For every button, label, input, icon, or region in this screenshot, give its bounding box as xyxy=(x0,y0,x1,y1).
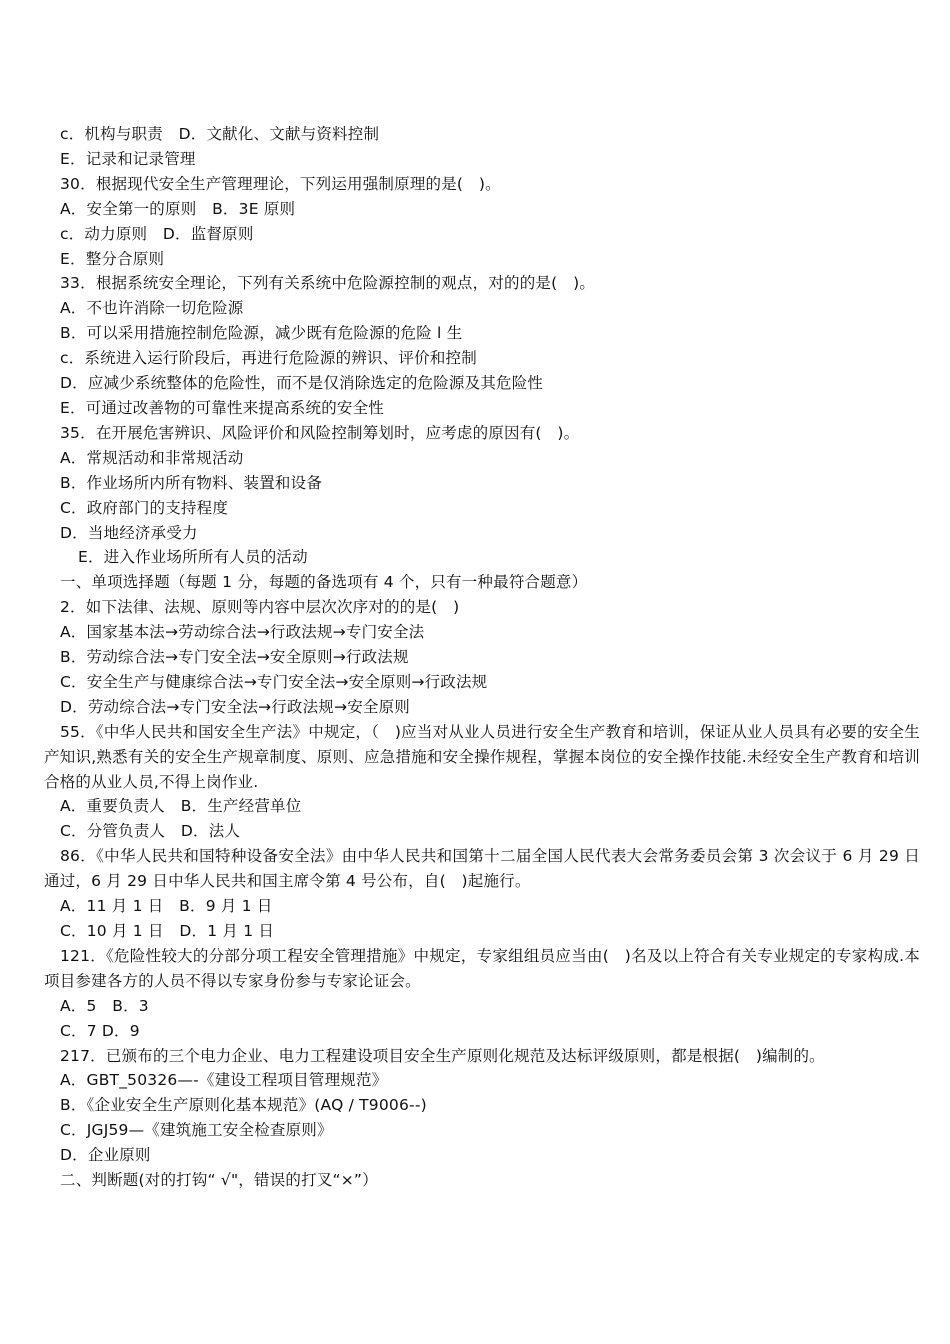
text-line: A．GBT_50326—-《建设工程项目管理规范》 xyxy=(60,1071,388,1090)
text-line: D．应减少系统整体的危险性，而不是仅消除选定的危险源及其危险性 xyxy=(60,374,544,393)
text-line: 30．根据现代安全生产管理理论，下列运用强制原理的是( )。 xyxy=(60,174,501,193)
text-line: 33．根据系统安全理论，下列有关系统中危险源控制的观点，对的的是( )。 xyxy=(60,274,596,293)
question-paragraph: 121．《危险性较大的分部分项工程安全管理措施》中规定，专家组组员应当由( )名及以上符合有关专业规定的专家构成.本项目参建各方的人员不得以专家身份参与专家论证会。 xyxy=(44,946,920,990)
text-line: A．常规活动和非常规活动 xyxy=(60,448,244,467)
text-line: B．作业场所内所有物料、装置和设备 xyxy=(60,473,323,492)
text-line: B．《企业安全生产原则化基本规范》(AQ / T9006--) xyxy=(60,1096,427,1115)
text-line: C．10 月 1 日 D．1 月 1 日 xyxy=(60,922,275,940)
text-line: A．重要负责人 B．生产经营单位 xyxy=(60,797,302,816)
text-line: E．进入作业场所所有人员的活动 xyxy=(78,548,308,567)
text-line: D．当地经济承受力 xyxy=(60,523,198,542)
question-paragraph: 217．已颁布的三个电力企业、电力工程建设项目安全生产原则化规范及达标评级原则，都是根据( )编制的。 xyxy=(60,1046,825,1065)
text-line: 2．如下法律、法规、原则等内容中层次次序对的的是( ) xyxy=(60,598,460,617)
text-line: A．安全第一的原则 B．3E 原则 xyxy=(60,199,296,218)
text-line: 35．在开展危害辨识、风险评价和风险控制筹划时，应考虑的原因有( )。 xyxy=(60,423,580,442)
text-line: C．JGJ59—《建筑施工安全检查原则》 xyxy=(60,1121,333,1140)
text-line: E．记录和记录管理 xyxy=(60,149,196,168)
text-line: 二、判断题(对的打钩“ √"，错误的打叉“×”） xyxy=(60,1171,378,1190)
text-line: B．可以采用措施控制危险源，减少既有危险源的危险 l 生 xyxy=(60,324,463,343)
text-line: C．安全生产与健康综合法→专门安全法→安全原则→行政法规 xyxy=(60,672,488,691)
question-paragraph: 86．《中华人民共和国特种设备安全法》由中华人民共和国第十二届全国人民代表大会常务委员会第 3 次会议于 6 月 29 日通过，6 月 29 日中华人民共和国主席令第 4 号公布，自( )起施行。 xyxy=(44,847,920,891)
text-line: c．系统进入运行阶段后，再进行危险源的辨识、评价和控制 xyxy=(60,349,477,368)
text-line: D．劳动综合法→专门安全法→行政法规→安全原则 xyxy=(60,697,410,716)
text-line: C．政府部门的支持程度 xyxy=(60,498,229,517)
text-line: c．机构与职责 D．文献化、文献与资料控制 xyxy=(60,125,380,143)
text-line: A．11 月 1 日 B．9 月 1 日 xyxy=(60,897,273,916)
text-line: B．劳动综合法→专门安全法→安全原则→行政法规 xyxy=(60,648,409,667)
text-line: C．分管负责人 D．法人 xyxy=(60,822,241,841)
text-line: A．不也许消除一切危险源 xyxy=(60,299,244,318)
text-line: A．国家基本法→劳动综合法→行政法规→专门安全法 xyxy=(60,623,425,642)
text-line: c．动力原则 D．监督原则 xyxy=(60,224,254,243)
text-line: 一、单项选择题（每题 1 分，每题的备选项有 4 个，只有一种最符合题意） xyxy=(60,573,588,592)
text-line: D．企业原则 xyxy=(60,1146,151,1165)
text-line: E．整分合原则 xyxy=(60,249,165,268)
text-line: A．5 B．3 xyxy=(60,996,149,1015)
text-line: E．可通过改善物的可靠性来提高系统的安全性 xyxy=(60,398,384,417)
question-paragraph: 55．《中华人民共和国安全生产法》中规定，（ )应当对从业人员进行安全生产教育和培训，保证从业人员具有必要的安全生产知识,熟悉有关的安全生产规章制度、原则、应急措施和安全操作规程，掌握本岗位的安全操作技能.未经安全生产教育和培训合格的从业人员,不得上岗作业. xyxy=(44,722,920,791)
text-line: C．7 D．9 xyxy=(60,1021,140,1040)
document-body xyxy=(44,122,920,1193)
